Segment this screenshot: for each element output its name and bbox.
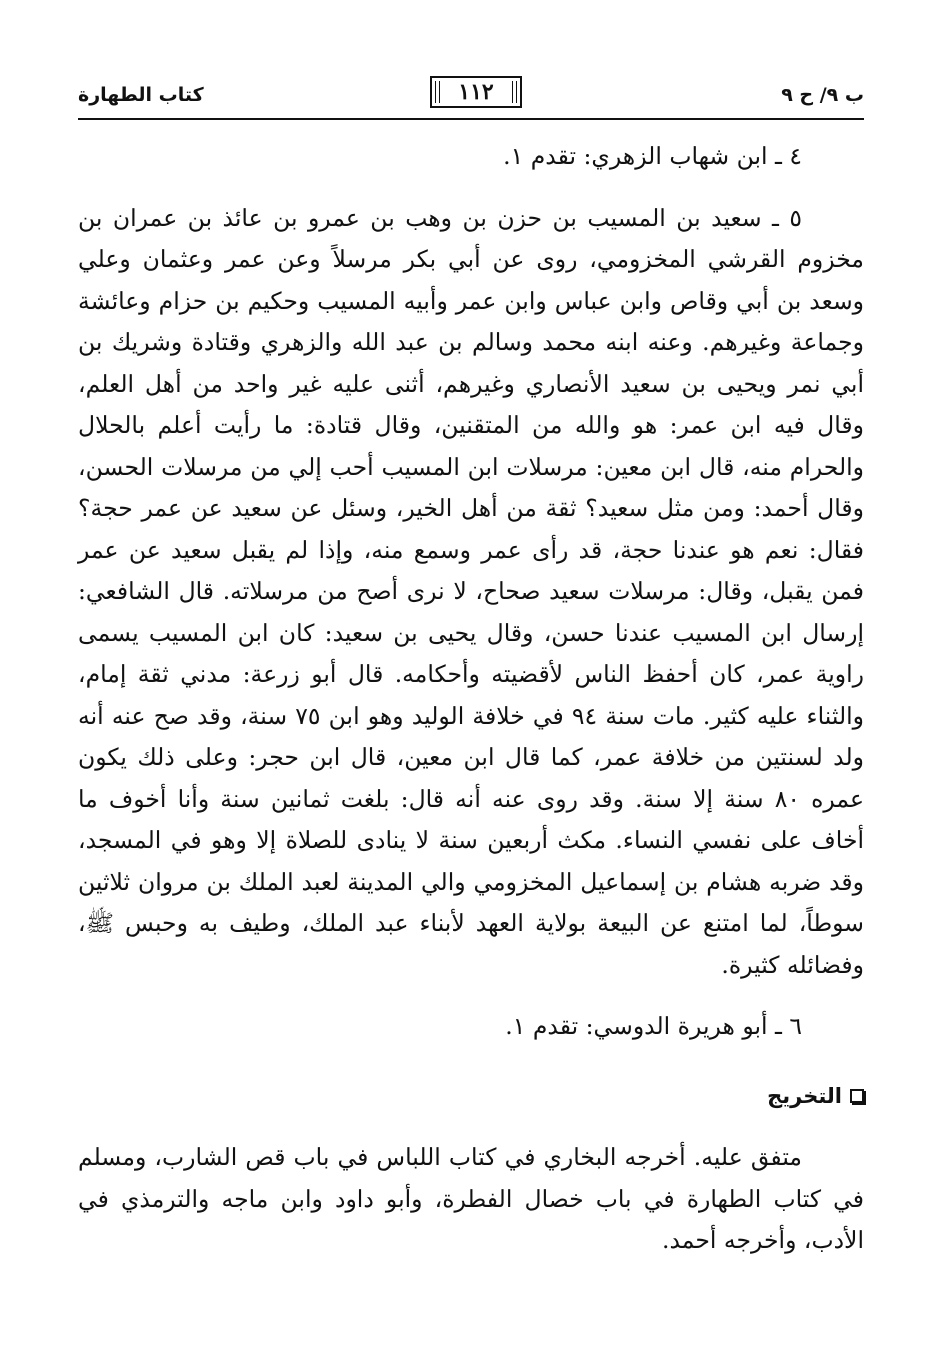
running-header bbox=[78, 76, 864, 110]
header-rule bbox=[78, 118, 864, 120]
header-book-title: كتاب الطهارة bbox=[78, 84, 204, 106]
takhrij-heading bbox=[78, 1076, 864, 1118]
narrator-item-5: ٥ ـ سعيد بن المسيب بن حزن بن وهب بن عمرو بن عائذ بن عمران بن مخزوم القرشي المخزومي، روى عن أبي بكر مرسلاً وعن عمر وعثمان وعلي وسعد بن أبي وقاص وابن عباس وابن عمر وأبيه المسيب وحكيم بن حزام وعائشة وجماعة وغيرهم. وعنه ابنه محمد وسالم بن عبد الله والزهري وقتادة وشريك بن أبي نمر ويحيى بن سعيد الأنصاري وغيرهم، أثنى عليه غير واحد من أهل العلم، وقال فيه ابن عمر: هو والله من المتقنين، وقال قتادة: ما رأيت أعلم بالحلال والحرام منه، قال ابن معين: مرسلات ابن المسيب أحب إلي من مرسلات الحسن، وقال أحمد: ومن مثل سعيد؟ ثقة من أهل الخير، وسئل عن سعيد عن عمر حجة؟ فقال: نعم هو عندنا حجة، قد رأى عمر وسمع منه، وإذا لم يقبل سعيد عن عمر فمن يقبل، وقال: مرسلات سعيد صحاح، لا نرى أصح من مرسلاته. قال الشافعي: إرسال ابن المسيب عندنا حسن، وقال يحيى بن سعيد: كان ابن المسيب يسمى راوية عمر، كان أحفظ الناس لأقضيته وأحكامه. قال أبو زرعة: مدني ثقة إمام، والثناء عليه كثير. مات سنة ٩٤ في خلافة الوليد وهو ابن ٧٥ سنة، وقد صح عنه أنه ولد لسنتين من خلافة عمر، كما قال ابن معين، قال ابن حجر: وعلى ذلك يكون عمره ٨٠ سنة إلا سنة. وقد روى عنه أنه قال: بلغت ثمانين سنة وأنا أخوف ما أخاف على نفسي النساء. مكث أربعين سنة لا ينادى للصلاة إلا وهو في المسجد، وقد ضربه هشام بن إسماعيل المخزومي والي المدينة لعبد الملك بن مروان ثلاثين سوطاً، لما امتنع عن البيعة بولاية العهد لأبناء عبد الملك، وطيف به وحبس ﷺ، وفضائله كثيرة. bbox=[78, 203, 864, 979]
narrator-item-6: ٦ ـ أبو هريرة الدوسي: تقدم ١. bbox=[505, 1012, 802, 1040]
narrator-item-4: ٤ ـ ابن شهاب الزهري: تقدم ١. bbox=[503, 142, 802, 170]
square-bullet-icon bbox=[850, 1089, 864, 1103]
takhrij-text: متفق عليه. أخرجه البخاري في كتاب اللباس في باب قص الشارب، ومسلم في كتاب الطهارة في باب خصال الفطرة، وأبو داود وابن ماجه والترمذي في الأدب، وأخرجه أحمد. bbox=[78, 1143, 864, 1254]
page-number: ١١٢ bbox=[458, 79, 494, 105]
takhrij-heading-label: التخريج bbox=[767, 1083, 842, 1108]
main-text bbox=[78, 136, 864, 1262]
header-chapter-ref: ب ٩/ ح ٩ bbox=[781, 84, 864, 106]
page-number-frame bbox=[430, 76, 522, 108]
